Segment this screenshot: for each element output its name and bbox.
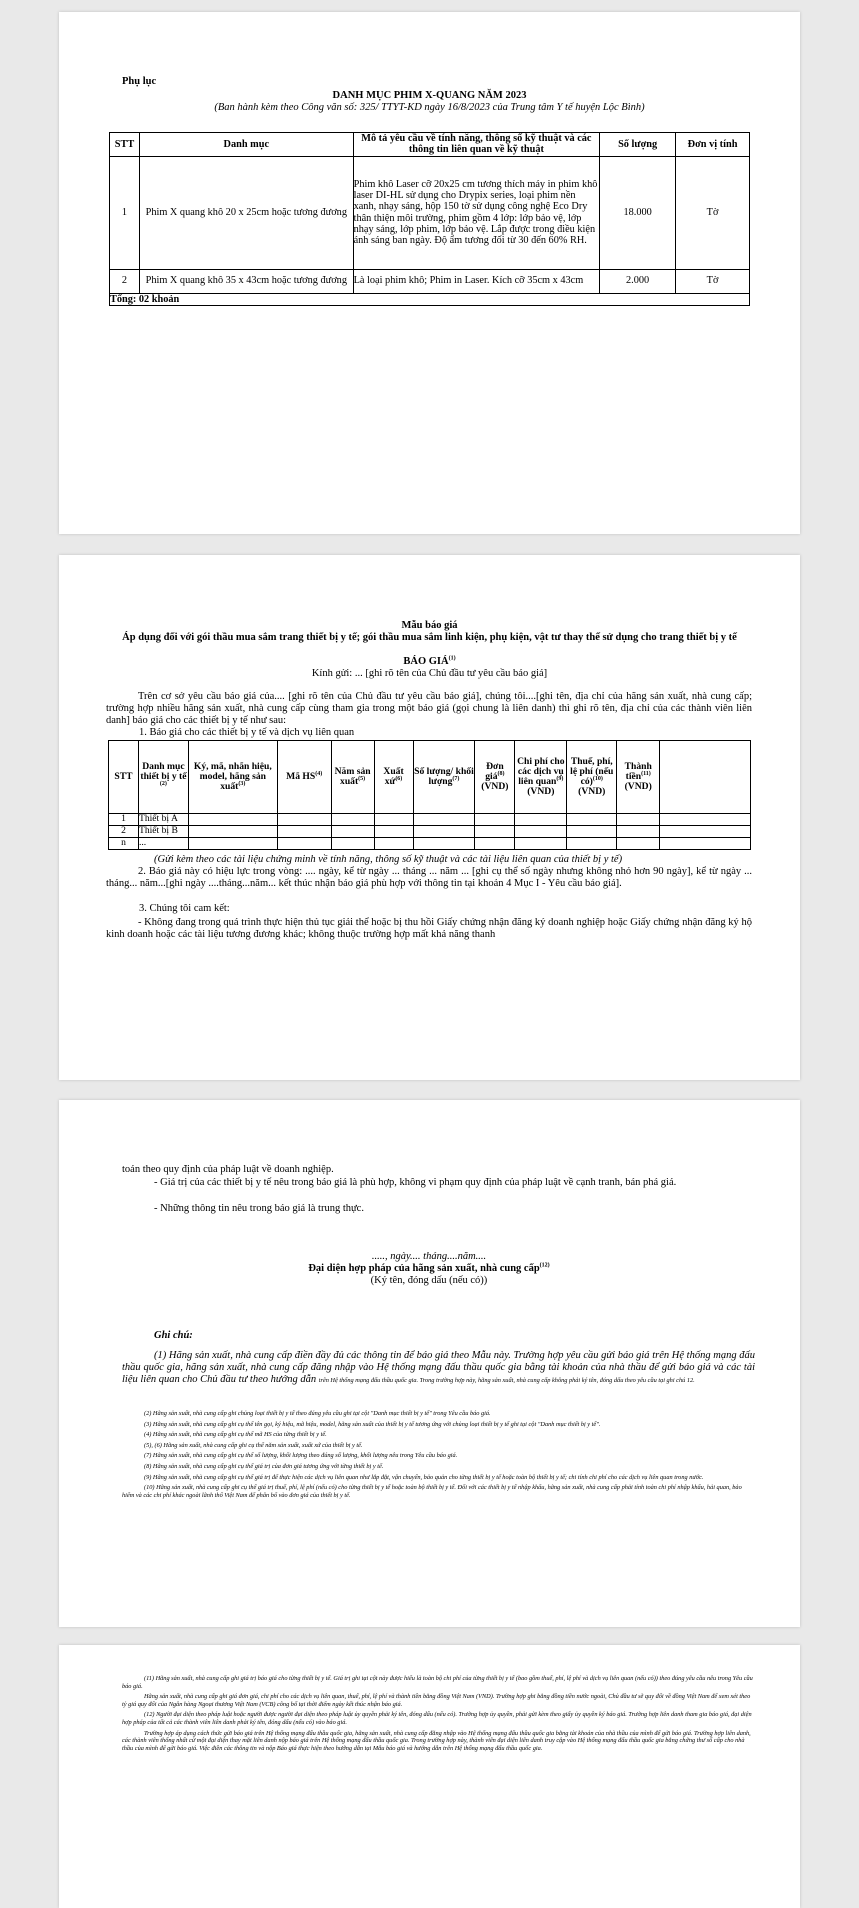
validity-paragraph: 2. Báo giá này có hiệu lực trong vòng: .... ngày, kể từ ngày ... tháng ... năm ... [ghi cụ thể số ngày nhưng không nhỏ hơn 90 ngày], kể từ ngày ... tháng... năm...[ghi ngày ....tháng...năm... kết thúc nhận báo giá phù hợp với thông tin tại khoản 4 Mục I - Yêu cầu báo giá]. xyxy=(106,866,752,889)
row-unit: Tờ xyxy=(676,269,750,293)
note-1: (1) Hãng sản xuất, nhà cung cấp điền đầy đủ các thông tin để báo giá theo Mẫu này. Trường hợp yêu cầu gửi báo giá trên Hệ thống mạng đấu thầu quốc gia, hãng sản xuất, nhà cung cấp đăng nhập vào Hệ thống mạng đấu thầu quốc gia bằng tài khoản của nhà thầu để gửi báo giá và các tài liệu liên quan cho Chủ đầu tư theo hướng dẫn trên Hệ thống mạng đấu thầu quốc gia. Trong trường hợp này, hãng sản xuất, nhà cung cấp không phải ký tên, đóng dấu theo yêu cầu tại ghi chú 12. xyxy=(122,1350,755,1385)
document-title: DANH MỤC PHIM X-QUANG NĂM 2023 xyxy=(332,90,527,101)
table-header-row xyxy=(110,133,750,157)
commit-heading: 3. Chúng tôi cam kết: xyxy=(139,903,230,914)
table-row xyxy=(109,838,751,850)
header-unit: Đơn vị tính xyxy=(676,133,750,157)
note-item: Hãng sản xuất, nhà cung cấp ghi giá đơn giá, chi phí cho các dịch vụ liên quan, thuế, phí, lệ phí và thành tiền bằng đồng Việt Nam (VND). Trường hợp ghi bằng đồng tiền nước ngoài, Chủ đầu tư sẽ quy đổi về đồng Việt Nam để xem xét theo tỷ giá quy đổi của Ngân hàng Ngoại thương Việt Nam (VCB) công bố tại thời điểm ngày kết thúc nhận báo giá. xyxy=(122,1693,751,1708)
table-row xyxy=(109,826,751,838)
document-page-4 xyxy=(59,1645,800,1908)
row-name: Thiết bị B xyxy=(138,826,188,838)
intro-paragraph: Trên cơ sở yêu cầu báo giá của.... [ghi rõ tên của Chủ đầu tư yêu cầu báo giá], chúng tôi....[ghi tên, địa chỉ của hãng sản xuất, nhà cung cấp; trường hợp nhiều hãng sản xuất, nhà cung cấp cùng tham gia trong một báo giá (gọi chung là liên danh) thì ghi rõ tên, địa chỉ của các thành viên liên danh] báo giá cho các thiết bị y tế như sau: xyxy=(106,691,752,726)
row-quantity: 2.000 xyxy=(600,269,676,293)
header-stt: STT xyxy=(110,133,140,157)
section-1-heading: 1. Báo giá cho các thiết bị y tế và dịch vụ liên quan xyxy=(139,727,355,738)
row-name: Phim X quang khô 20 x 25cm hoặc tương đương xyxy=(139,156,353,269)
row-name: Thiết bị A xyxy=(138,814,188,826)
row-stt: 2 xyxy=(110,269,140,293)
quote-header: STT xyxy=(109,741,139,814)
quote-header: Xuất xứ$^{(6)}$ xyxy=(374,741,413,814)
xray-film-table xyxy=(109,132,750,306)
quote-title: BÁO GIÁ$^{(1)}$ xyxy=(403,655,456,667)
row-description: Phim khô Laser cỡ 20x25 cm tương thích máy in phim khô laser DI-HL sử dụng cho Drypix series, loại phim nền xanh, nhạy sáng, hộp 150 tờ sử dụng công nghệ Eco Dry thân thiện môi trường, phim gồm 4 lớp: lớp bảo vệ, lớp nhạy sáng, lớp phim, lớp bảo vệ. Lắp được trong điều kiện ánh sáng ban ngày. Độ ẩm tương đối từ 30 đến 60% RH. xyxy=(353,156,600,269)
header-category: Danh mục xyxy=(139,133,353,157)
form-title: Mẫu báo giá xyxy=(401,620,458,631)
note-item: (7) Hãng sản xuất, nhà cung cấp ghi cụ thể số lượng, khối lượng theo đúng số lượng, khối lượng nêu trong Yêu cầu báo giá. xyxy=(144,1452,458,1460)
continuation-line: toán theo quy định của pháp luật về doanh nghiệp. xyxy=(122,1164,334,1175)
quote-header: Năm sản xuất$^{(5)}$ xyxy=(331,741,374,814)
commit-a: - Không đang trong quá trình thực hiện thủ tục giải thể hoặc bị thu hồi Giấy chứng nhận đăng ký doanh nghiệp hoặc Giấy chứng nhận đăng ký hộ kinh doanh hoặc các tài liệu tương đương khác; không thuộc trường hợp mất khả năng thanh xyxy=(106,917,752,940)
row-description: Là loại phim khô; Phim in Laser. Kích cỡ 35cm x 43cm xyxy=(353,269,600,293)
table-row xyxy=(110,269,750,293)
form-apply: Áp dụng đối với gói thầu mua sắm trang thiết bị y tế; gói thầu mua sắm linh kiện, phụ kiện, vật tư thay thế sử dụng cho trang thiết bị y tế xyxy=(122,632,737,643)
note-item: (12) Người đại diện theo pháp luật hoặc người được người đại diện theo pháp luật ủy quyền phải ký tên, đóng dấu (nếu có). Trường hợp ủy quyền, phải gửi kèm theo giấy ủy quyền ký báo giá. Trường hợp liên danh tham gia báo giá, đại diện hợp pháp của tất cả các thành viên liên danh phải ký tên, đóng dấu (nếu có) vào báo giá. xyxy=(122,1711,752,1726)
quote-header: Mã HS$^{(4)}$ xyxy=(277,741,331,814)
note-item: (8) Hãng sản xuất, nhà cung cấp ghi cụ thể giá trị của đơn giá tương ứng với từng thiết bị y tế. xyxy=(144,1462,384,1470)
representative: Đại diện hợp pháp của hãng sản xuất, nhà cung cấp$^{(12)}$ xyxy=(308,1262,550,1274)
note-item: (5), (6) Hãng sản xuất, nhà cung cấp ghi cụ thể năm sản xuất, xuất xứ của thiết bị y tế. xyxy=(144,1441,363,1449)
quote-header-row xyxy=(109,741,751,814)
notes-list-continued xyxy=(122,1675,755,1755)
note-item: Trường hợp áp dụng cách thức gửi báo giá trên Hệ thống mạng đấu thầu quốc gia, hãng sản xuất, nhà cung cấp đăng nhập vào Hệ thống mạng đấu thầu quốc gia bằng tài khoản của nhà thầu của mình để gửi báo giá. Trường hợp liên danh, các thành viên thống nhất cử một đại diện thay mặt liên danh nộp báo giá trên Hệ thống mạng đấu thầu quốc gia. Trong trường hợp này, thành viên đại diện liên danh truy cập vào Hệ thống mạng đấu thầu quốc gia bằng chứng thư số cấp cho nhà thầu của mình để gửi báo giá. Việc điền các thông tin và nộp Báo giá thực hiện theo hướng dẫn tại Mẫu báo giá và hướng dẫn trên Hệ thống mạng đấu thầu quốc gia. xyxy=(122,1729,751,1752)
document-subtitle: (Ban hành kèm theo Công văn số: 325/ TTYT-KD ngày 16/8/2023 của Trung tâm Y tế huyện Lộc Bình) xyxy=(214,102,645,113)
quote-header: Thành tiền$^{(11)}$ (VND) xyxy=(617,741,660,814)
quote-header: Đơn giá$^{(8)}$ (VND) xyxy=(475,741,515,814)
header-quantity: Số lượng xyxy=(600,133,676,157)
quote-table xyxy=(108,740,751,850)
quote-header: Danh mục thiết bị y tế $^{(2)}$ xyxy=(138,741,188,814)
row-stt: n xyxy=(109,838,139,850)
quote-header: Thuế, phí, lệ phí (nếu có)$^{(10)}$ (VND) xyxy=(567,741,617,814)
commit-c: - Những thông tin nêu trong báo giá là trung thực. xyxy=(154,1203,364,1214)
row-name: ... xyxy=(138,838,188,850)
date-line: ....., ngày.... tháng....năm.... xyxy=(371,1251,487,1262)
row-stt: 2 xyxy=(109,826,139,838)
note-item: (9) Hãng sản xuất, nhà cung cấp ghi cụ thể giá trị để thực hiện các dịch vụ liên quan như lắp đặt, vận chuyển, bảo quản cho từng thiết bị y tế hoặc toàn bộ thiết bị y tế; chi tính chi phí cho các dịch vụ liên quan trong nước. xyxy=(144,1473,704,1481)
notes-title: Ghi chú: xyxy=(154,1330,193,1341)
row-quantity: 18.000 xyxy=(600,156,676,269)
row-stt: 1 xyxy=(109,814,139,826)
sign-instruction: (Ký tên, đóng dấu (nếu có)) xyxy=(370,1275,488,1286)
quote-header: Chi phí cho các dịch vụ liên quan$^{(9)}$ (VND) xyxy=(515,741,567,814)
note-item: (11) Hãng sản xuất, nhà cung cấp ghi giá trị báo giá cho từng thiết bị y tế. Giá trị ghi tại cột này được hiểu là toàn bộ chi phí của từng thiết bị y tế (bao gồm thuế, phí, lệ phí và dịch vụ liên quan (nếu có)) theo đúng yêu cầu nêu trong Yêu cầu báo giá. xyxy=(122,1675,753,1690)
note-item: (3) Hãng sản xuất, nhà cung cấp ghi cụ thể tên gọi, ký hiệu, mã hiệu, model, hãng sản xuất của thiết bị y tế tương ứng với chủng loại thiết bị y tế ghi tại cột "Danh mục thiết bị y tế". xyxy=(144,1420,601,1428)
notes-list xyxy=(122,1410,755,1502)
document-page-3 xyxy=(59,1100,800,1627)
note-item: (4) Hãng sản xuất, nhà cung cấp ghi cụ thể mã HS của từng thiết bị y tế. xyxy=(144,1431,327,1439)
table-row xyxy=(110,156,750,269)
commit-b: - Giá trị của các thiết bị y tế nêu trong báo giá là phù hợp, không vi phạm quy định của pháp luật về cạnh tranh, bán phá giá. xyxy=(154,1177,677,1188)
header-description: Mô tả yêu cầu về tính năng, thông số kỹ thuật và các thông tin liên quan về kỹ thuật xyxy=(353,133,600,157)
appendix-label: Phụ lục xyxy=(122,76,157,87)
table-row xyxy=(109,814,751,826)
row-unit: Tờ xyxy=(676,156,750,269)
note-item: (10) Hãng sản xuất, nhà cung cấp ghi cụ thể giá trị thuế, phí, lệ phí (nếu có) cho từng thiết bị y tế hoặc toàn bộ thiết bị y tế. Đối với các thiết bị y tế nhập khẩu, hãng sản xuất, nhà cung cấp phải tính toàn chi phí nhập khẩu, hải quan, bảo hiểm và các chi phí khác ngoài lãnh thổ Việt Nam để phân bổ vào đơn giá của thiết bị y tế. xyxy=(122,1484,742,1499)
table-total: Tổng: 02 khoản xyxy=(110,293,750,305)
addressee: Kính gửi: ... [ghi rõ tên của Chủ đầu tư yêu cầu báo giá] xyxy=(311,668,548,679)
row-stt: 1 xyxy=(110,156,140,269)
document-page-2 xyxy=(59,555,800,1080)
document-page-1 xyxy=(59,12,800,534)
quote-header: Số lượng/ khối lượng$^{(7)}$ xyxy=(413,741,475,814)
quote-header-blank xyxy=(660,741,751,814)
quote-header: Ký, mã, nhãn hiệu, model, hãng sản xuất$^{(3)}$ xyxy=(188,741,277,814)
row-name: Phim X quang khô 35 x 43cm hoặc tương đương xyxy=(139,269,353,293)
table-total-row xyxy=(110,293,750,305)
note-item: (2) Hãng sản xuất, nhà cung cấp ghi chủng loại thiết bị y tế theo đúng yêu cầu ghi tại cột "Danh mục thiết bị y tế" trong Yêu cầu báo giá. xyxy=(144,1410,491,1417)
attach-note: (Gửi kèm theo các tài liệu chứng minh về tính năng, thông số kỹ thuật và các tài liệu liên quan của thiết bị y tế) xyxy=(154,854,623,865)
